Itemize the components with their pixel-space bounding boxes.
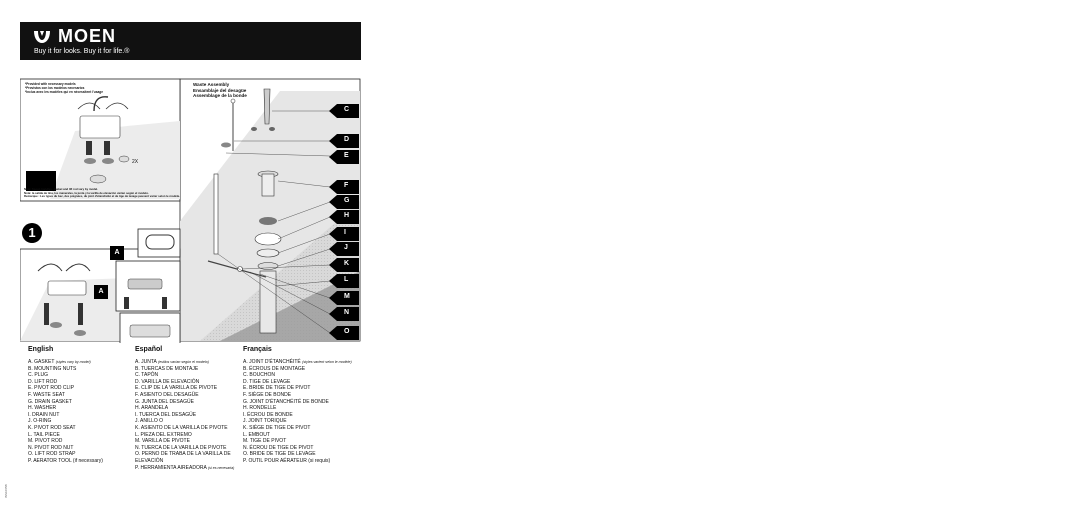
part-text: A. GASKET xyxy=(28,359,55,365)
waste-assembly-en: Waste Assembly xyxy=(193,82,230,87)
callout-n: N xyxy=(344,309,350,316)
parts-items-francais xyxy=(243,359,355,465)
part-note: (estilos varían según el modelo) xyxy=(157,360,209,364)
part-text: H. RONDELLE xyxy=(243,405,277,412)
part-item xyxy=(28,359,140,366)
callout-e: E xyxy=(344,152,349,159)
callout-g: G xyxy=(344,197,350,204)
provided-note-fr: *Inclus avec les modèles qui en nécessitent l'usage xyxy=(25,90,103,94)
part-text: G. DRAIN GASKET xyxy=(28,398,72,405)
part-item xyxy=(28,445,140,452)
part-text: L. TAIL PIECE xyxy=(28,431,60,438)
diagram-artwork xyxy=(20,71,361,343)
part-text: J. JOINT TORIQUE xyxy=(243,418,287,425)
part-text: P. HERRAMIENTA AIREADORA xyxy=(135,464,207,471)
quantity-label: 2X xyxy=(132,159,139,165)
step-number: 1 xyxy=(28,225,36,240)
part-item xyxy=(243,458,355,465)
part-text: J. O-RING xyxy=(28,418,52,425)
callout-d: D xyxy=(344,136,350,143)
footnote-en: Note: Spout, handles, gasket and lift rod vary by model. xyxy=(24,187,98,191)
part-text: K. PIVOT ROD SEAT xyxy=(28,424,76,431)
part-text: P. OUTIL POUR AÉRATEUR (si requis) xyxy=(243,457,331,464)
part-item xyxy=(243,399,355,406)
callout-f: F xyxy=(344,182,349,189)
foam-gasket-fr: le joint en mousse xyxy=(27,164,57,169)
footnote-fr: Remarque : Les types du bec, des poignées, du joint d'étanchéité et de tige de levage peuvent varier selon le modèle. xyxy=(24,194,180,199)
provided-note-en: *Provided with necessary models xyxy=(25,82,76,86)
part-item xyxy=(135,392,247,399)
provided-note-es: *Provistos con los modelos necesarios xyxy=(25,86,85,90)
part-item xyxy=(28,366,140,373)
part-item xyxy=(135,372,247,379)
part-item xyxy=(135,432,247,439)
part-item xyxy=(135,445,247,452)
parts-list-espanol xyxy=(135,346,247,471)
part-text: I. TUERCA DEL DESAGÜE xyxy=(135,411,197,418)
part-item xyxy=(243,432,355,439)
part-item xyxy=(28,372,140,379)
part-text: D. TIGE DE LEVAGE xyxy=(243,378,291,385)
part-item xyxy=(28,458,140,465)
part-item xyxy=(243,418,355,425)
part-text: L. EMBOUT xyxy=(243,431,270,438)
callout-a-upper: A xyxy=(110,246,124,260)
document-code: INS1065B xyxy=(4,484,8,498)
part-item xyxy=(243,405,355,412)
callout-k: K xyxy=(344,260,350,267)
callout-j: J xyxy=(344,244,348,251)
part-text: E. BRIDE DE TIGE DE PIVOT xyxy=(243,385,311,392)
part-text: O. BRIDE DE TIGE DE LEVAGE xyxy=(243,451,316,458)
moen-logo-icon xyxy=(32,29,52,45)
part-text: E. PIVOT ROD CLIP xyxy=(28,385,75,392)
callout-l: L xyxy=(344,276,349,283)
part-item xyxy=(243,445,355,452)
part-text: E. CLIP DE LA VARILLA DE PIVOTE xyxy=(135,385,218,392)
part-text: M. TIGE DE PIVOT xyxy=(243,438,287,445)
part-item xyxy=(243,359,355,366)
part-item xyxy=(243,385,355,392)
part-item xyxy=(243,438,355,445)
part-text: C. BOUCHON xyxy=(243,372,275,379)
footnote-es: Nota: la salida de tina, los manerales, la junta y la varilla de elevación varían según el modelo. xyxy=(24,190,149,195)
callout-a-lower: A xyxy=(94,285,108,299)
part-item xyxy=(135,465,247,472)
brand-header xyxy=(20,22,361,60)
foam-gasket-en: Foam Gasket xyxy=(31,152,53,156)
part-text: H. ARANDELA xyxy=(135,405,169,412)
part-item xyxy=(243,392,355,399)
callout-h: H xyxy=(344,212,350,219)
parts-title-francais: Français xyxy=(243,346,272,353)
part-note: (si es necesaria) xyxy=(207,465,235,470)
parts-items-espanol xyxy=(135,359,247,471)
part-item xyxy=(243,412,355,419)
part-text: O. PERNO DE TRABA DE LA VARILLA DE ELEVACIÓN xyxy=(135,451,231,464)
part-item xyxy=(135,425,247,432)
callout-o: O xyxy=(344,328,350,335)
part-text: L. PIEZA DEL EXTREMO xyxy=(135,431,192,438)
part-text: P. AERATOR TOOL (if necessary) xyxy=(28,457,103,464)
brand-tagline: Buy it for looks. Buy it for life.® xyxy=(34,48,130,55)
part-text: K. SIÈGE DE TIGE DE PIVOT xyxy=(243,424,311,431)
part-item xyxy=(135,451,247,464)
waste-assembly-fr: Assemblage de la bonde xyxy=(193,93,247,99)
part-text: N. PIVOT ROD NUT xyxy=(28,444,74,451)
part-item xyxy=(135,379,247,386)
part-item xyxy=(28,392,140,399)
callout-m: M xyxy=(344,293,350,300)
brand-name: MOEN xyxy=(58,26,116,46)
waste-assembly-title xyxy=(193,82,247,99)
part-text: N. ÉCROU DE TIGE DE PIVOT xyxy=(243,444,314,451)
foam-gasket-label xyxy=(27,152,57,169)
part-item xyxy=(135,418,247,425)
part-item xyxy=(28,412,140,419)
part-item xyxy=(28,418,140,425)
foam-gasket-es: Empaque de espuma xyxy=(31,156,53,165)
parts-list-english xyxy=(28,346,140,465)
part-item xyxy=(28,451,140,458)
model-footnote xyxy=(24,188,180,199)
part-text: N. TUERCA DE LA VARILLA DE PIVOTE xyxy=(135,444,227,451)
part-item xyxy=(243,366,355,373)
waste-assembly-es: Ensamblaje del desagüe xyxy=(193,87,247,93)
part-text: M. VARILLA DE PIVOTE xyxy=(135,438,190,445)
part-item xyxy=(135,438,247,445)
parts-items-english xyxy=(28,359,140,465)
part-text: M. PIVOT ROD xyxy=(28,438,63,445)
part-item xyxy=(28,405,140,412)
part-text: B. MOUNTING NUTS xyxy=(28,365,77,372)
callout-c: C xyxy=(344,106,350,113)
part-text: C. PLUG xyxy=(28,372,49,379)
part-text: G. JOINT D'ÉTANCHÉITÉ DE BONDE xyxy=(243,398,329,405)
part-item xyxy=(243,372,355,379)
part-text: A. JOINT D'ÉTANCHÉITÉ xyxy=(243,359,301,365)
part-note: (styles varient selon le modèle) xyxy=(302,360,352,364)
part-text: C. TAPÓN xyxy=(135,372,159,379)
part-text: I. DRAIN NUT xyxy=(28,411,60,418)
part-text: F. SIÈGE DE BONDE xyxy=(243,391,292,398)
part-note: (styles vary by model) xyxy=(55,360,91,364)
part-text: G. JUNTA DEL DESAGÜE xyxy=(135,398,194,405)
part-text: B. TUERCAS DE MONTAJE xyxy=(135,365,199,372)
provided-notes xyxy=(25,82,103,94)
part-text: K. ASIENTO DE LA VARILLA DE PIVOTE xyxy=(135,424,228,431)
parts-title-espanol: Español xyxy=(135,346,163,353)
part-item xyxy=(28,438,140,445)
callout-i: I xyxy=(344,229,346,236)
part-text: F. WASTE SEAT xyxy=(28,391,65,398)
part-item xyxy=(243,425,355,432)
part-item xyxy=(243,379,355,386)
part-item xyxy=(28,425,140,432)
installation-diagram xyxy=(20,71,361,343)
part-text: H. WASHER xyxy=(28,405,57,412)
part-item xyxy=(28,385,140,392)
part-item xyxy=(135,405,247,412)
part-text: J. ANILLO O xyxy=(135,418,164,425)
moen-logo xyxy=(32,26,116,47)
part-item xyxy=(135,399,247,406)
parts-list-francais xyxy=(243,346,355,465)
part-text: O. LIFT ROD STRAP xyxy=(28,451,76,458)
part-item xyxy=(135,385,247,392)
parts-title-english: English xyxy=(28,346,54,353)
part-text: B. ÉCROUS DE MONTAGE xyxy=(243,365,306,372)
part-text: I. ÉCROU DE BONDE xyxy=(243,411,293,418)
part-item xyxy=(28,432,140,439)
part-item xyxy=(135,359,247,366)
part-text: D. LIFT ROD xyxy=(28,378,58,385)
part-item xyxy=(135,412,247,419)
part-text: F. ASIENTO DEL DESAGÜE xyxy=(135,391,199,398)
part-text: D. VARILLA DE ELEVACIÓN xyxy=(135,378,200,385)
part-item xyxy=(28,379,140,386)
part-text: A. JUNTA xyxy=(135,359,157,365)
part-item xyxy=(28,399,140,406)
part-item xyxy=(243,451,355,458)
